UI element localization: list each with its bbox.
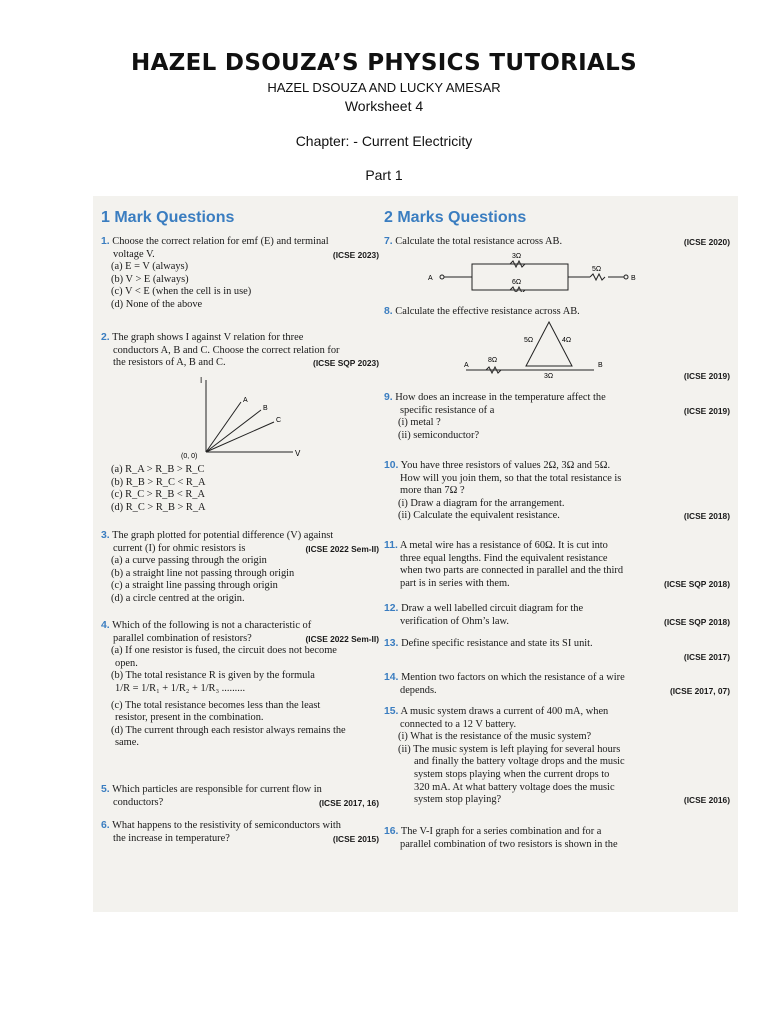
axis-label-v: V [295,449,301,458]
exam-tag: (ICSE 2022 Sem-II) [305,633,379,644]
question-number: 12. [384,603,399,614]
exam-tag: (ICSE SQP 2023) [313,358,379,369]
label-a: A [243,397,248,404]
question-text: Which of the following is not a characteristic of [112,620,312,631]
label-a: A [464,362,469,369]
label-3-ohm: 3Ω [512,253,522,260]
label-b: B [598,362,603,369]
circuit-q7 [424,250,644,292]
option-d: (d) a circle centred at the origin. [111,592,245,604]
question-number: 4. [101,620,110,631]
option-b: (b) a straight line not passing through origin [111,567,295,579]
part-ii: (ii) The music system is left playing for several hours [398,743,621,755]
exam-tag: (ICSE SQP 2018) [664,616,730,627]
question-text: Draw a well labelled circuit diagram for the [401,603,584,614]
question-text: The V-I graph for a series combination and for a [400,826,602,837]
question-number: 8. [384,306,393,317]
question-8-tag-row [384,370,734,383]
option-d: (d) None of the above [111,298,203,310]
label-5-ohm: 5Ω [592,266,602,273]
question-text: the increase in temperature? [113,832,230,844]
exam-tag: (ICSE 2019) [683,405,730,416]
axis-label-i: I [200,376,203,385]
question-text: three equal lengths. Find the equivalent resistance [400,552,608,564]
question-number: 13. [384,638,399,649]
question-text: How does an increase in the temperature affect the [395,392,606,403]
option-c: (c) R_C > R_B < R_A [111,489,205,501]
question-number: 3. [101,530,110,541]
formula: 1/R = 1/R₁ + 1/R₂ + 1/R₃ ......... [115,682,246,694]
question-text: when two parts are connected in parallel and the third [400,565,624,577]
page-title: HAZEL DSOUZA’S PHYSICS TUTORIALS [131,50,637,76]
exam-tag: (ICSE SQP 2018) [664,578,730,589]
label-8-ohm: 8Ω [488,357,498,364]
question-text: Define specific resistance and state its SI unit. [401,638,593,649]
exam-tag: (ICSE 2023) [332,249,379,260]
option-c: (c) The total resistance becomes less than the least [111,699,321,711]
question-2-options [101,464,383,514]
part-i: (i) What is the resistance of the music system? [398,731,592,743]
question-number: 14. [384,672,399,683]
option-c: (c) a straight line passing through origin [111,580,278,592]
option-b: (b) V > E (always) [111,273,189,285]
terminal-b [624,275,628,279]
question-number: 5. [101,784,110,795]
part-label: Part 1 [365,167,403,183]
question-text: What happens to the resistivity of semiconductors with [112,820,341,831]
option-a: (a) If one resistor is fused, the circuit does not become [111,645,337,657]
question-number: 2. [101,332,110,343]
label-a: A [428,275,433,282]
two-mark-heading: 2 Marks Questions [384,209,527,226]
question-text: Choose the correct relation for emf (E) and terminal [112,236,329,247]
authors-line: HAZEL DSOUZA AND LUCKY AMESAR [267,80,501,95]
question-number: 11. [384,540,398,551]
option-a: (a) R_A > R_B > R_C [111,464,205,475]
option-a: (a) a curve passing through the origin [111,555,267,567]
question-1 [101,236,383,312]
question-text: conductors A, B and C. Choose the correct relation for [113,344,340,356]
question-13 [384,638,734,663]
exam-tag: (ICSE 2017, 16) [318,797,379,808]
question-2 [101,332,383,370]
question-text: parallel combination of resistors? [113,632,252,644]
terminal-a [440,275,444,279]
label-5-ohm: 5Ω [524,337,534,344]
label-c: C [276,417,282,424]
option-a: (a) E = V (always) [111,261,189,273]
question-text: specific resistance of a [400,404,495,416]
option-d: (d) The current through each resistor always remains the [111,724,346,736]
exam-tag: (ICSE 2016) [683,795,730,806]
question-text: connected to a 12 V battery. [400,718,517,730]
question-number: 16. [384,826,399,837]
question-text: verification of Ohm’s law. [400,615,509,627]
part-ii-cont: and finally the battery voltage drops and the music [414,756,625,768]
question-text: voltage V. [113,248,155,260]
question-4 [101,620,383,750]
one-mark-heading: 1 Mark Questions [101,209,235,226]
question-5 [101,784,383,809]
option-a-cont: open. [115,657,138,669]
label-b: B [631,275,636,282]
question-15 [384,706,734,807]
question-12 [384,603,734,628]
parallel-loop [472,264,568,290]
question-text: The graph plotted for potential difference (V) against [112,530,334,541]
question-text: parallel combination of two resistors is shown in the [400,838,618,850]
question-6 [101,820,383,845]
chapter-label: Chapter: - Current Electricity [295,133,473,149]
part-ii: (ii) Calculate the equivalent resistance. [398,510,560,522]
label-6-ohm: 6Ω [512,279,522,286]
triangle-network [526,322,572,366]
option-b: (b) R_B > R_C < R_A [111,476,206,488]
iv-graph [181,372,311,460]
question-text: depends. [400,684,437,696]
part-i: (i) metal ? [398,417,441,429]
exam-tag: (ICSE 2019) [683,371,730,381]
exam-tag: (ICSE 2015) [332,833,379,844]
question-3 [101,530,383,606]
question-9 [384,392,734,442]
question-number: 9. [384,392,393,403]
part-ii: (ii) semiconductor? [398,429,480,441]
question-text: part is in series with them. [400,577,510,589]
part-ii-cont: 320 mA. At what battery voltage does the music [414,781,615,793]
option-b: (b) The total resistance R is given by the formula [111,670,315,682]
question-text: A metal wire has a resistance of 60Ω. It is cut into [399,540,608,551]
scanned-worksheet-page [93,196,738,912]
question-number: 1. [101,236,110,247]
question-8 [384,306,734,319]
question-text: Calculate the effective resistance across AB. [395,306,580,317]
exam-tag: (ICSE 2022 Sem-II) [305,543,379,554]
question-text: Which particles are responsible for current flow in [112,784,322,795]
question-text: more than 7Ω ? [400,485,465,497]
question-text: You have three resistors of values 2Ω, 3Ω and 5Ω. [400,460,611,471]
question-text: How will you join them, so that the total resistance is [400,472,622,484]
question-text: The graph shows I against V relation for three [112,332,304,343]
exam-tag: (ICSE 2020) [683,237,730,247]
part-ii-cont: system stop playing? [414,794,502,806]
question-text: the resistors of A, B and C. [113,357,226,369]
question-14 [384,672,734,697]
question-11 [384,540,734,590]
question-16 [384,826,734,851]
worksheet-label: Worksheet 4 [344,98,424,114]
part-i: (i) Draw a diagram for the arrangement. [398,497,565,509]
exam-tag: (ICSE 2017) [683,651,730,662]
option-c: (c) V < E (when the cell is in use) [111,286,252,298]
question-text: current (I) for ohmic resistors is [113,542,246,554]
question-text: Calculate the total resistance across AB. [395,236,563,247]
label-3-ohm: 3Ω [544,373,554,380]
question-text: Mention two factors on which the resistance of a wire [401,672,625,683]
part-ii-cont: system stops playing when the current drops to [414,768,610,780]
resistor-5-ohm [590,274,605,280]
question-number: 10. [384,460,399,471]
question-number: 15. [384,706,399,717]
question-7 [384,236,734,249]
option-c-cont: resistor, present in the combination. [115,712,264,724]
option-d: (d) R_C > R_B > R_A [111,501,206,513]
label-4-ohm: 4Ω [562,337,572,344]
question-10 [384,460,734,523]
question-text: conductors? [113,796,164,808]
question-text: A music system draws a current of 400 mA, when [400,706,609,717]
exam-tag: (ICSE 2018) [683,511,730,522]
question-number: 7. [384,236,393,247]
question-number: 6. [101,820,110,831]
origin-label: (0, 0) [181,453,198,460]
option-d-cont: same. [115,737,139,749]
exam-tag: (ICSE 2017, 07) [669,685,730,696]
label-b: B [263,405,268,412]
